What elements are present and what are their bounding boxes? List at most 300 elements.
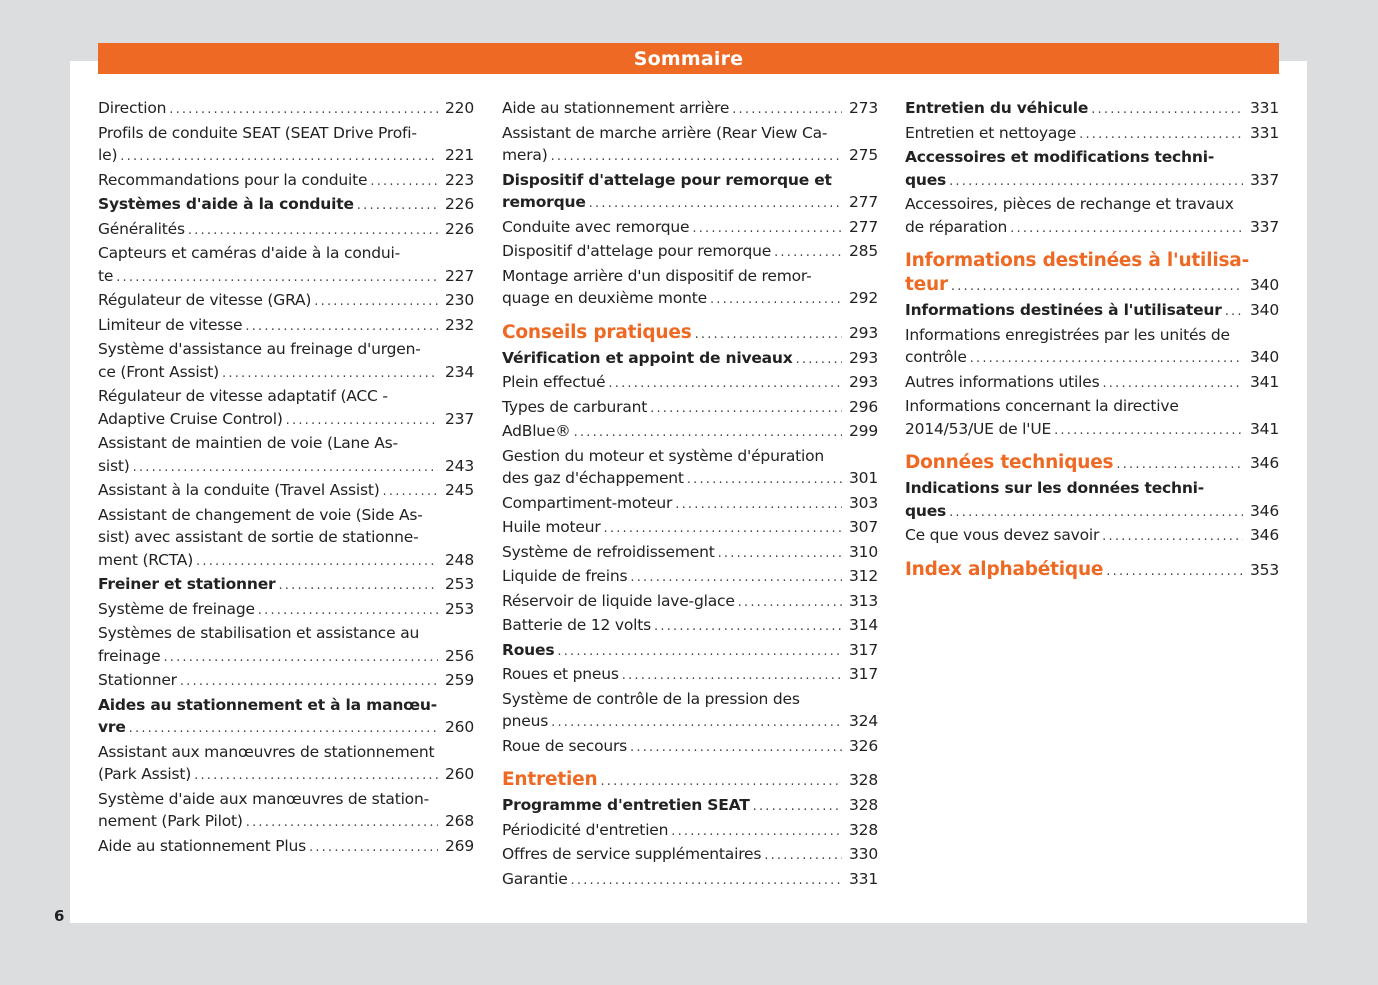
toc-entry[interactable] bbox=[502, 516, 878, 541]
toc-entry[interactable] bbox=[502, 688, 878, 735]
toc-entry-title: Montage arrière d'un dispositif de remor- bbox=[502, 266, 812, 285]
toc-entry[interactable] bbox=[905, 524, 1279, 549]
toc-entry-line bbox=[98, 242, 474, 265]
dot-leader bbox=[286, 410, 438, 433]
dot-leader bbox=[630, 737, 842, 760]
toc-entry-line bbox=[502, 347, 878, 372]
dot-leader bbox=[551, 146, 842, 169]
toc-entry-line bbox=[905, 324, 1279, 347]
dot-leader bbox=[1102, 526, 1243, 549]
toc-page-number: 237 bbox=[445, 409, 474, 428]
toc-entry[interactable] bbox=[98, 669, 474, 694]
toc-entry-title: Assistant de marche arrière (Rear View Ca- bbox=[502, 123, 828, 142]
toc-page-number: 312 bbox=[849, 567, 878, 585]
toc-entry-title: Compartiment-moteur bbox=[502, 493, 673, 512]
dot-leader bbox=[557, 641, 842, 664]
toc-entry[interactable] bbox=[502, 122, 878, 169]
dot-leader bbox=[630, 567, 842, 590]
dot-leader bbox=[796, 349, 842, 372]
toc-entry-title: Informations enregistrées par les unités de bbox=[905, 325, 1230, 344]
toc-entry[interactable] bbox=[502, 819, 878, 844]
toc-entry-title: Assistant à la conduite (Travel Assist) bbox=[98, 481, 380, 499]
toc-page-number: 226 bbox=[445, 219, 474, 238]
toc-entry-title: Profils de conduite SEAT (SEAT Drive Profi- bbox=[98, 123, 417, 142]
toc-entry-line bbox=[98, 122, 474, 145]
toc-entry[interactable] bbox=[502, 265, 878, 312]
toc-entry-title: sist) avec assistant de sortie de stationne- bbox=[98, 528, 419, 546]
toc-entry-title: Types de carburant bbox=[502, 397, 648, 416]
toc-entry[interactable] bbox=[502, 735, 878, 760]
page-title: Sommaire bbox=[633, 47, 744, 70]
dot-leader bbox=[764, 845, 842, 868]
toc-entry-line bbox=[905, 524, 1279, 549]
dot-leader bbox=[120, 146, 438, 169]
toc-entry-title: Informations concernant la directive bbox=[905, 397, 1179, 415]
toc-entry[interactable] bbox=[98, 97, 474, 122]
toc-page-number: 293 bbox=[849, 373, 878, 391]
toc-entry-line bbox=[905, 273, 1279, 299]
toc-page-number: 317 bbox=[849, 640, 878, 659]
toc-entry[interactable] bbox=[98, 741, 474, 788]
toc-entry[interactable] bbox=[502, 420, 878, 445]
toc-chapter-entry[interactable] bbox=[905, 477, 1279, 524]
toc-column-3 bbox=[905, 97, 1279, 584]
toc-section-entry[interactable] bbox=[905, 451, 1279, 477]
toc-page-number: 353 bbox=[1250, 560, 1279, 579]
toc-entry-line bbox=[502, 191, 878, 216]
toc-entry-line bbox=[502, 710, 878, 735]
toc-page-number: 328 bbox=[849, 820, 878, 839]
toc-entry[interactable] bbox=[502, 541, 878, 566]
toc-entry-title: Roue de secours bbox=[502, 736, 628, 755]
toc-page-number: 301 bbox=[849, 469, 878, 487]
toc-entry-title: Régulateur de vitesse adaptatif (ACC - bbox=[98, 387, 388, 405]
toc-entry-line bbox=[502, 240, 878, 265]
toc-entry[interactable] bbox=[502, 565, 878, 590]
toc-column-1 bbox=[98, 97, 474, 859]
toc-entry[interactable] bbox=[905, 324, 1279, 371]
toc-page-number: 341 bbox=[1250, 419, 1279, 438]
dot-leader bbox=[622, 665, 842, 688]
toc-entry-title: teur bbox=[905, 274, 948, 295]
dot-leader bbox=[194, 765, 438, 788]
toc-entry-title: Freiner et stationner bbox=[98, 575, 276, 593]
toc-entry-line bbox=[98, 314, 474, 339]
toc-entry-line bbox=[98, 645, 474, 670]
toc-page-number: 303 bbox=[849, 493, 878, 512]
toc-column-2 bbox=[502, 97, 878, 892]
toc-entry-line bbox=[98, 573, 474, 598]
toc-entry-title: remorque bbox=[502, 193, 586, 211]
toc-entry-title: Généralités bbox=[98, 219, 185, 238]
toc-entry-line bbox=[98, 385, 474, 408]
toc-entry-line bbox=[502, 265, 878, 288]
toc-entry[interactable] bbox=[502, 868, 878, 893]
toc-page-number: 285 bbox=[849, 242, 878, 260]
dot-leader bbox=[949, 502, 1243, 525]
toc-chapter-entry[interactable] bbox=[98, 694, 474, 741]
dot-leader bbox=[675, 494, 842, 517]
toc-entry-title: Système d'aide aux manœuvres de station- bbox=[98, 789, 429, 808]
toc-page-number: 307 bbox=[849, 518, 878, 536]
dot-leader bbox=[951, 275, 1243, 299]
toc-entry[interactable] bbox=[905, 395, 1279, 442]
toc-entry-line bbox=[502, 663, 878, 688]
toc-chapter-entry[interactable] bbox=[502, 169, 878, 216]
toc-entry-title: Réservoir de liquide lave-glace bbox=[502, 591, 735, 610]
toc-page-number: 340 bbox=[1250, 301, 1279, 319]
toc-entry-line bbox=[502, 144, 878, 169]
toc-page-number: 230 bbox=[445, 291, 474, 309]
toc-page-number: 245 bbox=[445, 481, 474, 499]
toc-entry-title: Roues et pneus bbox=[502, 665, 619, 683]
toc-entry-title: AdBlue® bbox=[502, 422, 571, 440]
toc-entry-line bbox=[905, 216, 1279, 241]
toc-page-number: 232 bbox=[445, 315, 474, 334]
toc-entry-title: Informations destinées à l'utilisateur bbox=[905, 301, 1222, 319]
toc-entry-line bbox=[98, 549, 474, 574]
toc-entry-title: Accessoires et modifications techni- bbox=[905, 148, 1215, 166]
toc-entry-line bbox=[905, 451, 1279, 477]
toc-chapter-entry[interactable] bbox=[502, 794, 878, 819]
toc-entry-line bbox=[98, 289, 474, 314]
toc-entry-line bbox=[905, 418, 1279, 443]
toc-entry-title: ment (RCTA) bbox=[98, 550, 194, 569]
dot-leader bbox=[650, 398, 842, 421]
toc-entry-title: (Park Assist) bbox=[98, 765, 192, 783]
toc-entry[interactable] bbox=[502, 97, 878, 122]
toc-entry-line bbox=[502, 590, 878, 615]
toc-entry-line bbox=[502, 843, 878, 868]
toc-chapter-entry[interactable] bbox=[502, 347, 878, 372]
toc-entry[interactable] bbox=[502, 240, 878, 265]
toc-entry[interactable] bbox=[98, 432, 474, 479]
toc-entry-title: Offres de service supplémentaires bbox=[502, 845, 762, 863]
toc-chapter-entry[interactable] bbox=[905, 299, 1279, 324]
toc-entry-line bbox=[98, 169, 474, 194]
toc-entry-title: Systèmes d'aide à la conduite bbox=[98, 195, 354, 213]
toc-chapter-entry[interactable] bbox=[502, 639, 878, 664]
toc-entry-line bbox=[905, 169, 1279, 194]
toc-page-number: 328 bbox=[849, 771, 878, 789]
toc-page-number: 292 bbox=[849, 289, 878, 307]
toc-entry-line bbox=[502, 541, 878, 566]
toc-entry[interactable] bbox=[98, 622, 474, 669]
dot-leader bbox=[258, 600, 438, 623]
toc-entry-line bbox=[502, 614, 878, 639]
toc-entry-line bbox=[502, 97, 878, 122]
toc-entry-title: Informations destinées à l'utilisa- bbox=[905, 250, 1250, 271]
dot-leader bbox=[589, 193, 842, 216]
toc-entry[interactable] bbox=[502, 371, 878, 396]
toc-entry[interactable] bbox=[98, 289, 474, 314]
toc-page-number: 293 bbox=[849, 348, 878, 367]
toc-entry-line bbox=[502, 735, 878, 760]
dot-leader bbox=[687, 469, 842, 492]
toc-entry-line bbox=[905, 299, 1279, 324]
toc-chapter-entry[interactable] bbox=[905, 97, 1279, 122]
toc-entry-line bbox=[502, 169, 878, 192]
dot-leader bbox=[718, 543, 842, 566]
toc-entry-title: Assistant aux manœuvres de stationnement bbox=[98, 742, 435, 761]
toc-entry-title: Assistant de maintien de voie (Lane As- bbox=[98, 434, 398, 452]
toc-chapter-entry[interactable] bbox=[905, 146, 1279, 193]
toc-page-number: 296 bbox=[849, 397, 878, 416]
dot-leader bbox=[732, 99, 842, 122]
dot-leader bbox=[551, 712, 842, 735]
toc-page-number: 346 bbox=[1250, 454, 1279, 472]
toc-entry-title: Roues bbox=[502, 640, 555, 659]
dot-leader bbox=[370, 171, 438, 194]
toc-page-number: 277 bbox=[849, 193, 878, 211]
toc-entry-title: Conduite avec remorque bbox=[502, 217, 690, 236]
dot-leader bbox=[604, 518, 842, 541]
toc-entry[interactable] bbox=[502, 396, 878, 421]
toc-page-number: 293 bbox=[849, 323, 878, 342]
toc-entry-line bbox=[502, 868, 878, 893]
toc-entry-line bbox=[98, 338, 474, 361]
toc-entry-line bbox=[98, 144, 474, 169]
toc-entry-title: quage en deuxième monte bbox=[502, 289, 707, 307]
toc-entry-title: Ce que vous devez savoir bbox=[905, 526, 1100, 544]
dot-leader bbox=[710, 289, 842, 312]
toc-entry-line bbox=[502, 819, 878, 844]
toc-entry-title: Accessoires, pièces de rechange et travaux bbox=[905, 195, 1234, 213]
toc-page-number: 317 bbox=[849, 665, 878, 683]
toc-page-number: 227 bbox=[445, 266, 474, 285]
toc-page-number: 275 bbox=[849, 146, 878, 164]
dot-leader bbox=[188, 220, 438, 243]
toc-entry-title: Indications sur les données techni- bbox=[905, 479, 1205, 497]
toc-entry-title: Conseils pratiques bbox=[502, 321, 692, 343]
toc-entry-title: te bbox=[98, 266, 114, 285]
toc-entry[interactable] bbox=[502, 445, 878, 492]
dot-leader bbox=[654, 616, 842, 639]
toc-entry-title: Index alphabétique bbox=[905, 558, 1104, 580]
toc-entry-title: ques bbox=[905, 170, 947, 189]
toc-entry-title: Gestion du moteur et système d'épuration bbox=[502, 446, 825, 465]
toc-entry[interactable] bbox=[502, 614, 878, 639]
toc-page-number: 337 bbox=[1250, 170, 1279, 189]
toc-chapter-entry[interactable] bbox=[98, 573, 474, 598]
toc-entry-line bbox=[98, 694, 474, 717]
toc-entry-title: Limiteur de vitesse bbox=[98, 315, 243, 334]
dot-leader bbox=[1091, 99, 1243, 122]
toc-entry[interactable] bbox=[98, 169, 474, 194]
toc-entry-line bbox=[98, 622, 474, 645]
toc-entry-title: Recommandations pour la conduite bbox=[98, 170, 368, 189]
toc-entry[interactable] bbox=[98, 479, 474, 504]
toc-entry-line bbox=[98, 716, 474, 741]
toc-page-number: 243 bbox=[445, 456, 474, 475]
toc-entry-title: Adaptive Cruise Control) bbox=[98, 409, 283, 428]
toc-page-number: 260 bbox=[445, 718, 474, 736]
dot-leader bbox=[383, 481, 438, 504]
toc-page-number: 269 bbox=[445, 836, 474, 855]
toc-entry[interactable] bbox=[98, 338, 474, 385]
dot-leader bbox=[314, 291, 438, 314]
dot-leader bbox=[671, 821, 842, 844]
toc-entry[interactable] bbox=[98, 788, 474, 835]
toc-entry-line bbox=[502, 768, 878, 794]
toc-entry-line bbox=[502, 639, 878, 664]
toc-entry-title: ques bbox=[905, 501, 947, 520]
toc-entry-title: Dispositif d'attelage pour remorque et bbox=[502, 170, 832, 189]
dot-leader bbox=[116, 267, 438, 290]
toc-page-number: 331 bbox=[849, 869, 878, 888]
toc-page-number: 253 bbox=[445, 575, 474, 593]
dot-leader bbox=[169, 99, 438, 122]
toc-section-entry[interactable] bbox=[502, 768, 878, 794]
toc-entry-title: de réparation bbox=[905, 217, 1008, 236]
toc-page-number: 253 bbox=[445, 599, 474, 618]
toc-entry-title: Systèmes de stabilisation et assistance au bbox=[98, 624, 420, 642]
dot-leader bbox=[1116, 453, 1243, 477]
toc-entry-line bbox=[502, 122, 878, 145]
toc-page-number: 299 bbox=[849, 422, 878, 440]
dot-leader bbox=[753, 796, 842, 819]
toc-entry-title: pneus bbox=[502, 712, 549, 730]
toc-entry[interactable] bbox=[905, 122, 1279, 147]
toc-page-number: 248 bbox=[445, 550, 474, 569]
toc-entry-title: Entretien et nettoyage bbox=[905, 123, 1077, 142]
dot-leader bbox=[574, 422, 842, 445]
toc-entry[interactable] bbox=[98, 242, 474, 289]
toc-entry-line bbox=[502, 688, 878, 711]
dot-leader bbox=[738, 592, 842, 615]
toc-entry-line bbox=[98, 455, 474, 480]
toc-entry[interactable] bbox=[98, 218, 474, 243]
dot-leader bbox=[196, 551, 438, 574]
toc-entry[interactable] bbox=[98, 835, 474, 860]
dot-leader bbox=[608, 373, 842, 396]
toc-entry-title: Capteurs et caméras d'aide à la condui- bbox=[98, 244, 400, 262]
toc-entry[interactable] bbox=[502, 843, 878, 868]
toc-page-number: 346 bbox=[1250, 501, 1279, 520]
toc-entry-line bbox=[905, 477, 1279, 500]
toc-entry-line bbox=[502, 467, 878, 492]
section-header-bar bbox=[98, 43, 1279, 74]
toc-page-number: 226 bbox=[445, 195, 474, 213]
toc-entry-title: Régulateur de vitesse (GRA) bbox=[98, 291, 312, 309]
dot-leader bbox=[692, 218, 842, 241]
dot-leader bbox=[1225, 301, 1243, 324]
toc-entry-line bbox=[98, 810, 474, 835]
toc-entry-line bbox=[905, 146, 1279, 169]
toc-entry-line bbox=[502, 794, 878, 819]
dot-leader bbox=[357, 195, 438, 218]
toc-entry[interactable] bbox=[905, 193, 1279, 240]
toc-entry-title: Système de freinage bbox=[98, 599, 255, 618]
toc-page-number: 259 bbox=[445, 671, 474, 689]
toc-page-number: 314 bbox=[849, 616, 878, 634]
dot-leader bbox=[1054, 420, 1243, 443]
toc-page-number: 346 bbox=[1250, 526, 1279, 544]
dot-leader bbox=[129, 718, 438, 741]
toc-entry-title: Autres informations utiles bbox=[905, 372, 1100, 391]
toc-entry-title: Vérification et appoint de niveaux bbox=[502, 348, 793, 367]
toc-entry-title: contrôle bbox=[905, 348, 967, 366]
toc-entry-line bbox=[98, 361, 474, 386]
toc-page-number: 221 bbox=[445, 146, 474, 164]
toc-entry-line bbox=[502, 216, 878, 241]
toc-entry[interactable] bbox=[98, 122, 474, 169]
toc-page-number: 256 bbox=[445, 646, 474, 665]
toc-entry-line bbox=[98, 788, 474, 811]
toc-entry[interactable] bbox=[98, 598, 474, 623]
toc-entry-line bbox=[905, 371, 1279, 396]
toc-entry-title: vre bbox=[98, 718, 126, 736]
toc-entry-title: Système d'assistance au freinage d'urgen- bbox=[98, 340, 421, 358]
toc-page-number: 340 bbox=[1250, 348, 1279, 366]
dot-leader bbox=[309, 837, 438, 860]
toc-entry-line bbox=[98, 669, 474, 694]
toc-entry-title: Assistant de changement de voie (Side As- bbox=[98, 505, 423, 524]
dot-leader bbox=[278, 575, 438, 598]
toc-entry-line bbox=[502, 492, 878, 517]
toc-entry-line bbox=[905, 395, 1279, 418]
toc-entry-line bbox=[502, 287, 878, 312]
dot-leader bbox=[774, 242, 842, 265]
toc-page-number: 223 bbox=[445, 170, 474, 189]
toc-section-entry[interactable] bbox=[905, 249, 1279, 299]
toc-entry[interactable] bbox=[502, 663, 878, 688]
toc-entry-title: Direction bbox=[98, 99, 167, 117]
toc-entry-line bbox=[98, 97, 474, 122]
toc-entry-title: Plein effectué bbox=[502, 373, 606, 391]
toc-page-number: 331 bbox=[1250, 123, 1279, 142]
toc-entry-title: Données techniques bbox=[905, 452, 1114, 473]
toc-page-number: 268 bbox=[445, 812, 474, 830]
toc-page-number: 337 bbox=[1250, 217, 1279, 236]
toc-entry-line bbox=[98, 741, 474, 764]
toc-entry[interactable] bbox=[98, 504, 474, 574]
toc-entry[interactable] bbox=[502, 492, 878, 517]
toc-entry-line bbox=[905, 193, 1279, 216]
toc-section-entry[interactable] bbox=[502, 321, 878, 347]
toc-page-number: 234 bbox=[445, 362, 474, 381]
toc-entry-line bbox=[98, 526, 474, 549]
toc-page-number: 326 bbox=[849, 736, 878, 755]
dot-leader bbox=[245, 316, 438, 339]
dot-leader bbox=[949, 171, 1243, 194]
toc-entry-title: Aides au stationnement et à la manœu- bbox=[98, 695, 437, 714]
toc-entry[interactable] bbox=[98, 385, 474, 432]
toc-section-entry[interactable] bbox=[905, 558, 1279, 584]
toc-entry-title: sist) bbox=[98, 456, 130, 475]
toc-chapter-entry[interactable] bbox=[98, 193, 474, 218]
toc-entry-line bbox=[905, 500, 1279, 525]
dot-leader bbox=[600, 770, 842, 794]
toc-entry-title: 2014/53/UE de l'UE bbox=[905, 419, 1052, 438]
toc-entry-title: Huile moteur bbox=[502, 518, 601, 536]
dot-leader bbox=[970, 348, 1243, 371]
toc-entry[interactable] bbox=[502, 590, 878, 615]
dot-leader bbox=[695, 323, 842, 347]
toc-entry[interactable] bbox=[98, 314, 474, 339]
toc-page-number: 310 bbox=[849, 542, 878, 561]
toc-entry-title: Garantie bbox=[502, 869, 568, 888]
toc-entry-title: le) bbox=[98, 146, 118, 164]
dot-leader bbox=[1102, 373, 1243, 396]
toc-entry-title: Système de contrôle de la pression des bbox=[502, 689, 800, 708]
toc-entry-line bbox=[502, 420, 878, 445]
toc-entry[interactable] bbox=[905, 371, 1279, 396]
toc-entry-title: freinage bbox=[98, 646, 161, 665]
toc-entry[interactable] bbox=[502, 216, 878, 241]
toc-entry-title: des gaz d'échappement bbox=[502, 469, 684, 487]
toc-page-number: 273 bbox=[849, 99, 878, 117]
